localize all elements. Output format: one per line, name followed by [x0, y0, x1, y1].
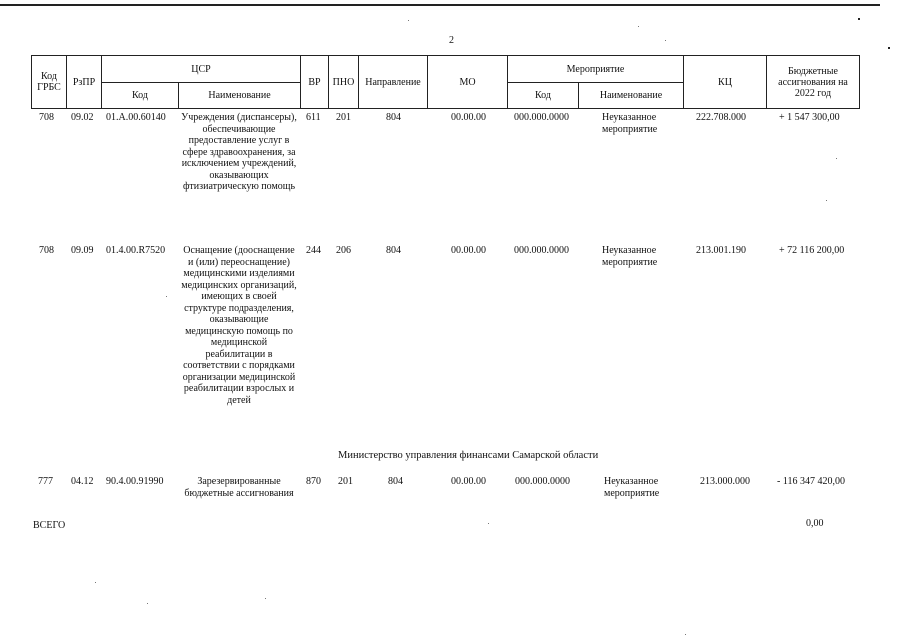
cell-mo: 00.00.00: [451, 112, 486, 123]
cell-grbs: 777: [38, 476, 53, 487]
top-border-line: [0, 4, 880, 6]
scan-speck: [858, 18, 860, 20]
scan-speck: [147, 603, 148, 604]
cell-amount: - 116 347 420,00: [777, 476, 845, 487]
cell-csr-name: Оснащение (дооснащение и (или) переоснащение) медицинскими изделиями медицинских организаций, имеющих в своей структуре подразделения, оказывающие медицинскую помощь по медицинской реабилитации в соответствии с порядками организации медицинской реабилитации взрослых и детей: [181, 245, 297, 406]
cell-pno: 206: [336, 245, 351, 256]
scan-speck: [408, 20, 409, 21]
cell-vr: 244: [306, 245, 321, 256]
scan-speck: [166, 296, 167, 297]
cell-mer-name: Неуказанное мероприятие: [604, 476, 660, 499]
cell-mer-kod: 000.000.0000: [515, 476, 570, 487]
cell-napravlenie: 804: [388, 476, 403, 487]
scan-speck: [488, 523, 489, 524]
total-label: ВСЕГО: [33, 520, 66, 531]
scan-speck: [665, 40, 666, 41]
header-kod-grbs: Код ГРБС: [32, 56, 67, 109]
ministry-heading: Министерство управления финансами Самарской области: [338, 450, 599, 461]
cell-kc: 213.000.000: [700, 476, 750, 487]
cell-pno: 201: [338, 476, 353, 487]
total-value: 0,00: [806, 518, 824, 529]
cell-kc: 222.708.000: [696, 112, 746, 123]
cell-amount: + 72 116 200,00: [779, 245, 845, 256]
header-rzpr: РзПР: [67, 56, 102, 109]
cell-mer-kod: 000.000.0000: [514, 245, 569, 256]
cell-rzpr: 09.09: [71, 245, 94, 256]
scan-speck: [888, 47, 890, 49]
table-header: [31, 55, 860, 109]
cell-csr-name: Зарезервированные бюджетные ассигнования: [184, 476, 294, 499]
cell-csr-kod: 01.4.00.R7520: [106, 245, 166, 256]
scan-speck: [95, 582, 96, 583]
cell-mer-name: Неуказанное мероприятие: [602, 245, 658, 268]
cell-csr-kod: 90.4.00.91990: [106, 476, 164, 487]
cell-pno: 201: [336, 112, 351, 123]
cell-grbs: 708: [39, 112, 54, 123]
cell-mo: 00.00.00: [451, 245, 486, 256]
cell-rzpr: 09.02: [71, 112, 94, 123]
header-pno: ПНО: [329, 56, 359, 109]
cell-mer-name: Неуказанное мероприятие: [602, 112, 658, 135]
header-csr-kod: Код: [102, 83, 179, 109]
scan-speck: [265, 598, 266, 599]
header-kc: КЦ: [684, 56, 767, 109]
header-csr-name: Наименование: [179, 83, 301, 109]
cell-vr: 611: [306, 112, 321, 123]
page-number: 2: [449, 35, 454, 46]
cell-napravlenie: 804: [386, 245, 401, 256]
cell-kc: 213.001.190: [696, 245, 746, 256]
cell-grbs: 708: [39, 245, 54, 256]
header-budget: Бюджетные ассигнования на 2022 год: [767, 56, 860, 109]
header-mer-name: Наименование: [579, 83, 684, 109]
cell-napravlenie: 804: [386, 112, 401, 123]
cell-csr-kod: 01.А.00.60140: [106, 112, 166, 123]
cell-amount: + 1 547 300,00: [779, 112, 840, 123]
cell-vr: 870: [306, 476, 321, 487]
header-csr: ЦСР: [102, 56, 301, 83]
header-meropriyatie: Мероприятие: [508, 56, 684, 83]
scan-speck: [638, 26, 639, 27]
cell-mer-kod: 000.000.0000: [514, 112, 569, 123]
cell-rzpr: 04.12: [71, 476, 94, 487]
cell-csr-name: Учреждения (диспансеры), обеспечивающие предоставление услуг в сфере здравоохранения, за исключением учреждений, оказывающих фтизиатрическую помощь: [181, 112, 297, 192]
scan-speck: [826, 200, 827, 201]
scan-speck: [836, 158, 837, 159]
header-mer-kod: Код: [508, 83, 579, 109]
header-vr: ВР: [301, 56, 329, 109]
scan-speck: [685, 634, 686, 635]
cell-mo: 00.00.00: [451, 476, 486, 487]
header-napravlenie: Направление: [359, 56, 428, 109]
header-mo: МО: [428, 56, 508, 109]
